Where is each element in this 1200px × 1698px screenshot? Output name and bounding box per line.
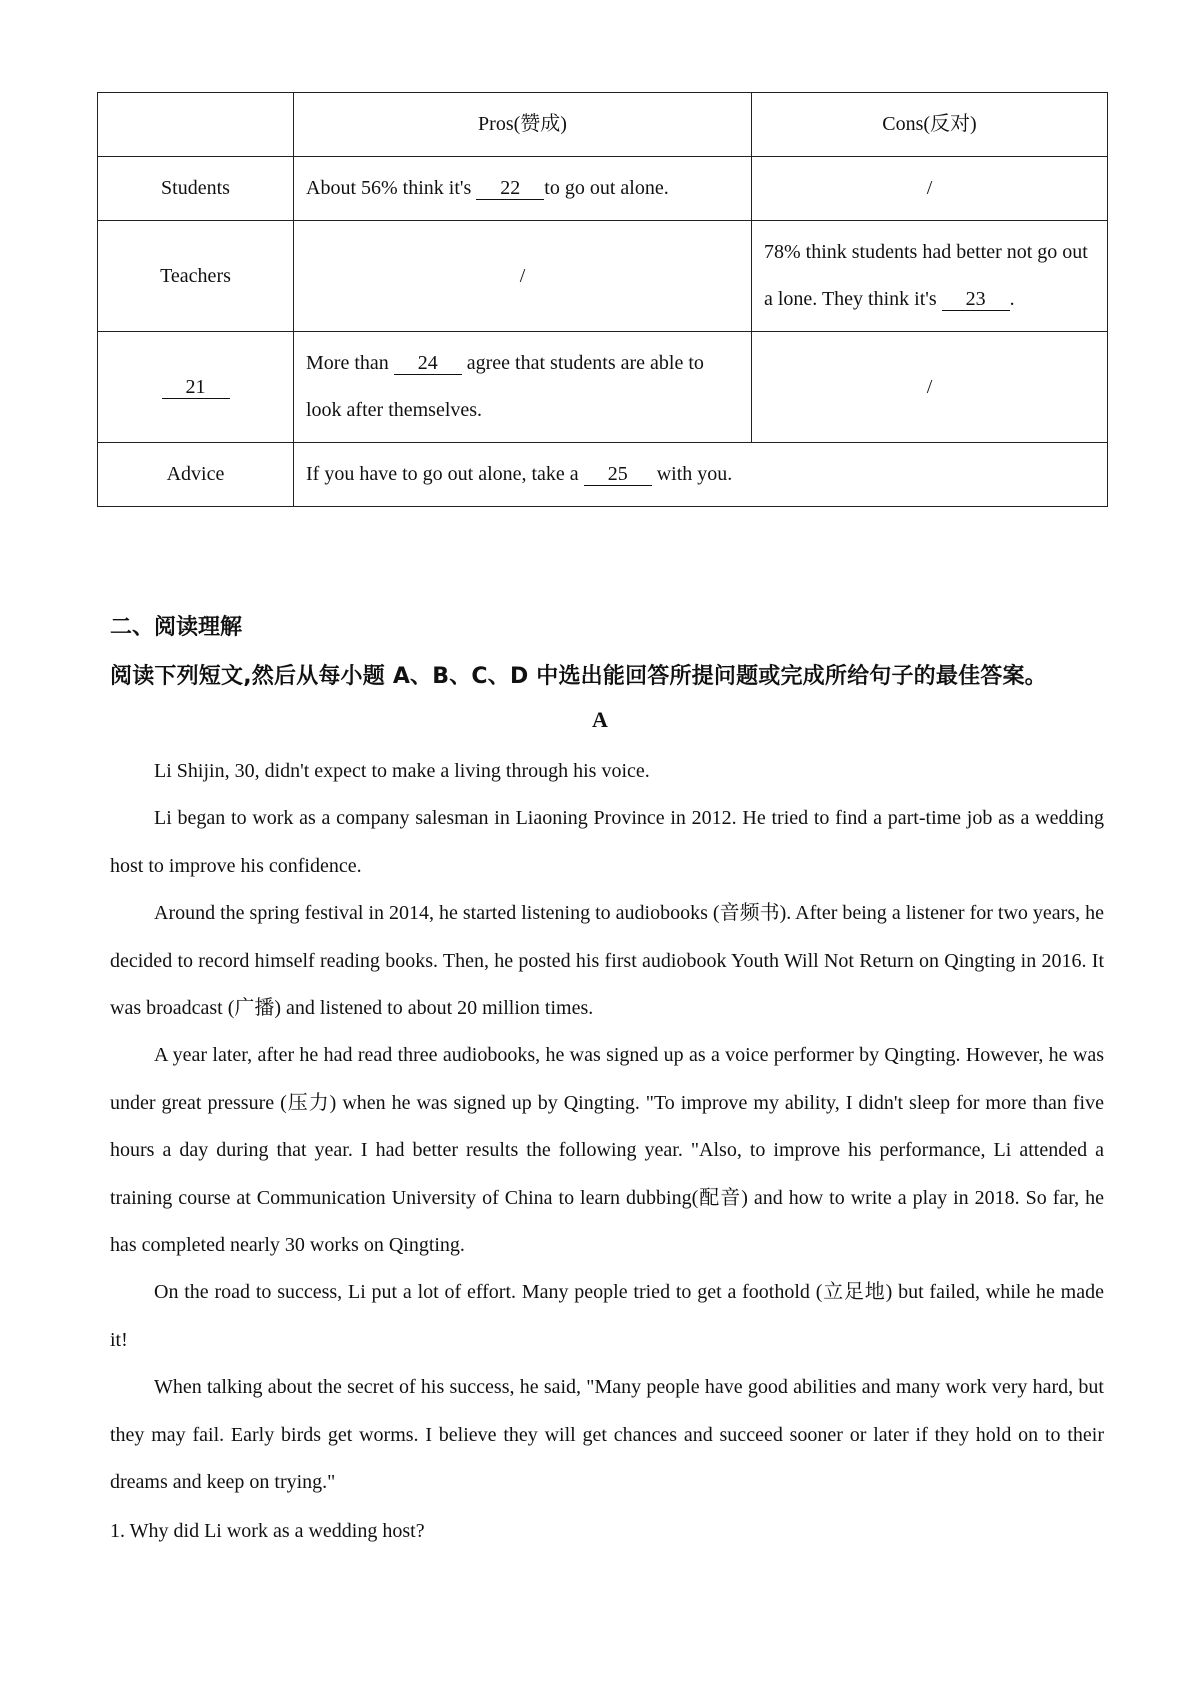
blank-22[interactable]: 22 <box>476 177 544 200</box>
passage-paragraph-5: On the road to success, Li put a lot of effort. Many people tried to get a foothold (立足地) but failed, while he made it! <box>110 1281 1104 1351</box>
row21-cons-cell: / <box>752 332 1108 443</box>
blank-24[interactable]: 24 <box>394 352 462 375</box>
passage-paragraph-4: A year later, after he had read three audiobooks, he was signed up as a voice performer by Qingting. However, he was under great pressure (压力) when he was signed up by Qingting. "To improve my ability, I didn't sleep for more than five hours a day during that year. I had better results the following year. "Also, to improve his performance, Li attended a training course at Communication University of China to learn dubbing(配音) and how to write a play in 2018. So far, he has completed nearly 30 works on Qingting. <box>110 1044 1104 1257</box>
section-instruction: 阅读下列短文,然后从每小题 A、B、C、D 中选出能回答所提问题或完成所给句子的最佳答案。 <box>110 664 1047 689</box>
students-pros-after: to go out alone. <box>544 177 669 199</box>
table-row-teachers <box>98 221 1108 332</box>
teachers-cons-cell <box>752 221 1108 332</box>
table-row-advice <box>98 443 1108 507</box>
passage-paragraph-3: Around the spring festival in 2014, he started listening to audiobooks (音频书). After being a listener for two years, he decided to record himself reading books. Then, he posted his first audiobook Youth Will Not Return on Qingting in 2016. It was broadcast (广播) and listened to about 20 million times. <box>110 902 1104 1020</box>
students-label: Students <box>98 157 294 221</box>
teachers-label: Teachers <box>98 221 294 332</box>
table-row-students <box>98 157 1108 221</box>
pros-header: Pros(赞成) <box>294 93 752 157</box>
advice-before: If you have to go out alone, take a <box>306 463 579 485</box>
passage-paragraph-6: When talking about the secret of his success, he said, "Many people have good abilities and many work very hard, but they may fail. Early birds get worms. I believe they will get chances and succeed sooner or later if they hold on to their dreams and keep on trying." <box>110 1376 1104 1494</box>
advice-after: with you. <box>656 463 733 485</box>
row21-pros-after: agree that students are able to look after themselves. <box>306 352 704 421</box>
empty-header-cell <box>98 93 294 157</box>
reading-passage <box>110 748 1104 1507</box>
row21-pros-before: More than <box>306 352 389 374</box>
teachers-pros-cell: / <box>294 221 752 332</box>
table-row-21 <box>98 332 1108 443</box>
passage-paragraph-1: Li Shijin, 30, didn't expect to make a living through his voice. <box>154 760 650 782</box>
section-title: 二、阅读理解 <box>110 615 243 640</box>
blank-23[interactable]: 23 <box>942 288 1010 311</box>
blank-21[interactable]: 21 <box>162 376 230 399</box>
advice-cell <box>294 443 1108 507</box>
students-pros-cell <box>294 157 752 221</box>
row21-pros-cell <box>294 332 752 443</box>
passage-paragraph-2: Li began to work as a company salesman in Liaoning Province in 2012. He tried to find a part-time job as a wedding host to improve his confidence. <box>110 807 1104 877</box>
students-cons-cell: / <box>752 157 1108 221</box>
row21-label-cell <box>98 332 294 443</box>
passage-label: A <box>592 707 608 732</box>
cons-header: Cons(反对) <box>752 93 1108 157</box>
advice-label: Advice <box>98 443 294 507</box>
question-1: 1. Why did Li work as a wedding host? <box>110 1520 425 1542</box>
teachers-cons-after: . <box>1009 288 1015 310</box>
teachers-cons-before: 78% think students had better not go out a lone. They think it's <box>764 241 1088 310</box>
survey-table <box>97 92 1108 507</box>
table-header-row <box>98 93 1108 157</box>
students-pros-before: About 56% think it's <box>306 177 472 199</box>
blank-25[interactable]: 25 <box>584 463 652 486</box>
